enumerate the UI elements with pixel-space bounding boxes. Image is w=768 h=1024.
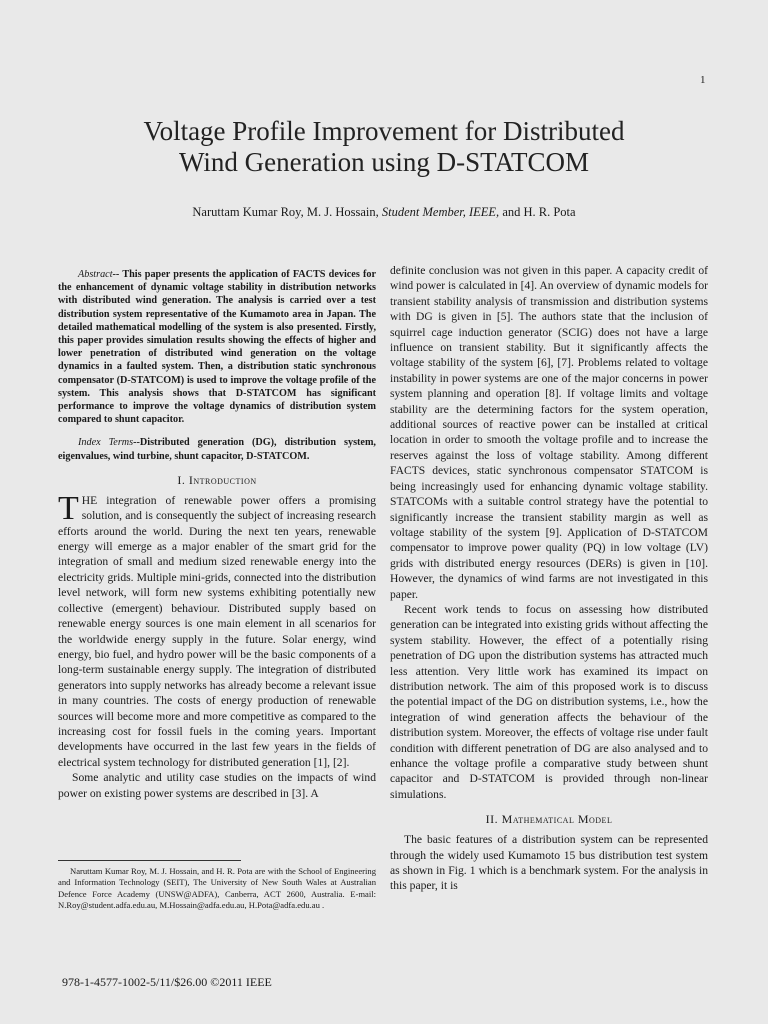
intro-paragraph-1-text: HE integration of renewable power offers a promising solution, and is consequently the subject of increasing research efforts around the world. During the next ten years, renewable energy will emerge as a major enabler of the smart grid for the integration of small and medium sized renewable energy into the electricity grids. Multiple mini-grids, connected into the distribution level network, will form new systems exhibiting potentially new collective (emergent) behaviour. Distributed supply based on renewable energy sources is one main element in all scenarios for the worldwide energy supply in the future. Solar energy, wind energy, bio fuel, and hydro power will be the basic components of a long-term sustainable energy supply. The integration of distributed generators into supply networks has already become a relevant issue in many countries. The costs of energy production of renewable sources will become more and more competitive as compared to the increasing cost for fossil fuels in the coming years. Important developments have occurred in the last few years in the fields of electrical system technology for distributed generation [1], [2]. [58, 493, 376, 769]
index-terms-label: Index Terms [78, 437, 134, 449]
title-line-2: Wind Generation using D-STATCOM [179, 147, 589, 177]
footnote-rule [58, 860, 241, 861]
authors-prefix: Naruttam Kumar Roy, M. J. Hossain, [192, 205, 379, 219]
right-paragraph-1: definite conclusion was not given in this paper. A capacity credit of wind power is calculated in [4]. An overview of dynamic models for transient stability analysis of transmission and distribution systems with DG is given in [5]. The authors state that the inclusion of squirrel cage induction generator (SCIG) does not have a large influence on transient stability. But it significantly affects the voltage stability of the system [6], [7]. Problems related to voltage instability in power systems are one of the major concerns in power system planning and operation [8]. If voltage limits and voltage stability are the determining factors for the system operation, additional sources of reactive power can be installed at critical location in order to smooth the voltage profile and to increase the reserves against the loss of voltage stability. Among different FACTS devices, static synchronous compensator STATCOM is being increasingly used for enhancing dynamic voltage stability. STATCOMs with a suitable control strategy have the potential to significantly increase the transient stability margin as well as voltage stability of the system [9]. Application of D-STATCOM compensator to improve power quality (PQ) in low voltage (LV) grids with distributed energy resources (DERs) is given in [10]. However, the dynamics of wind farms are not investigated in this paper. [390, 264, 708, 601]
section-heading-introduction: I. Introduction [177, 472, 257, 487]
right-paragraph-2: Recent work tends to focus on assessing how distributed generation can be integrated into existing grids without affecting the system stability. However, the effect of a potentially rising penetration of DG upon the distribution systems has attracted much less attention. Very little work has examined its impact on distribution network. The aim of this proposed work is to discuss the potential impact of the DG on distribution systems, i.e., how the integration of wind generation affects the behaviour of the distribution system. Moreover, the effects of voltage rise under fault condition with different penetration of DG are also analysed and to enhance the voltage profile a comparative study between shunt capacitor and D-STATCOM is provided through non-linear simulations. [390, 602, 708, 801]
copyright-line: 978-1-4577-1002-5/11/$26.00 ©2011 IEEE [62, 975, 272, 989]
model-paragraph-1: The basic features of a distribution system can be represented through the widely used Kumamoto 15 bus distribution test system as shown in Fig. 1 which is a benchmark system. For the analysis in this paper, it is [390, 833, 708, 893]
index-terms-text: --Distributed generation (DG), distribution system, eigenvalues, wind turbine, shunt capacitor, D-STATCOM. [58, 437, 376, 462]
author-footnote: Naruttam Kumar Roy, M. J. Hossain, and H. R. Pota are with the School of Engineering and Information Technology (SEIT), The University of New South Wales at Australian Defence Force Academy (UNSW@ADFA), Canberra, ACT 2600, Australia. E-mail: N.Roy@student.adfa.edu.au, M.Hossain@adfa.edu.au, H.Pota@adfa.edu.au . [58, 866, 376, 911]
abstract [58, 268, 376, 426]
page-number: 1 [700, 74, 706, 86]
section-heading-model: II. Mathematical Model [485, 812, 613, 827]
index-terms [58, 436, 376, 462]
paper-title [60, 116, 708, 178]
intro-paragraph-2: Some analytic and utility case studies on the impacts of wind power on existing power systems are described in [3]. A [58, 771, 376, 800]
right-column [390, 263, 708, 894]
authors-suffix: and H. R. Pota [502, 205, 576, 219]
authors-membership: Student Member, IEEE, [381, 205, 500, 219]
intro-paragraph-1 [58, 489, 376, 770]
abstract-text: -- This paper presents the application of FACTS devices for the enhancement of dynamic voltage stability in distribution networks with distributed wind generation. The analysis is carried over a test distribution system representative of the Kumamoto area in Japan. The detailed mathematical modelling of the system is also presented. Firstly, this paper provides simulation results showing the effects of higher and lower penetration of distributed wind generation on the voltage dynamics in a faulted system. Then, a distribution static synchronous compensator (D-STATCOM) is used to improve the voltage profile of the system. This analysis shows that D-STATCOM has significant performance to improve the voltage dynamics of distribution system compared to shunt capacitor. [58, 269, 376, 426]
title-line-1: Voltage Profile Improvement for Distributed [143, 116, 625, 146]
drop-cap: T [58, 489, 79, 527]
left-column [58, 268, 376, 801]
author-list [60, 205, 708, 220]
abstract-label: Abstract [78, 269, 113, 280]
